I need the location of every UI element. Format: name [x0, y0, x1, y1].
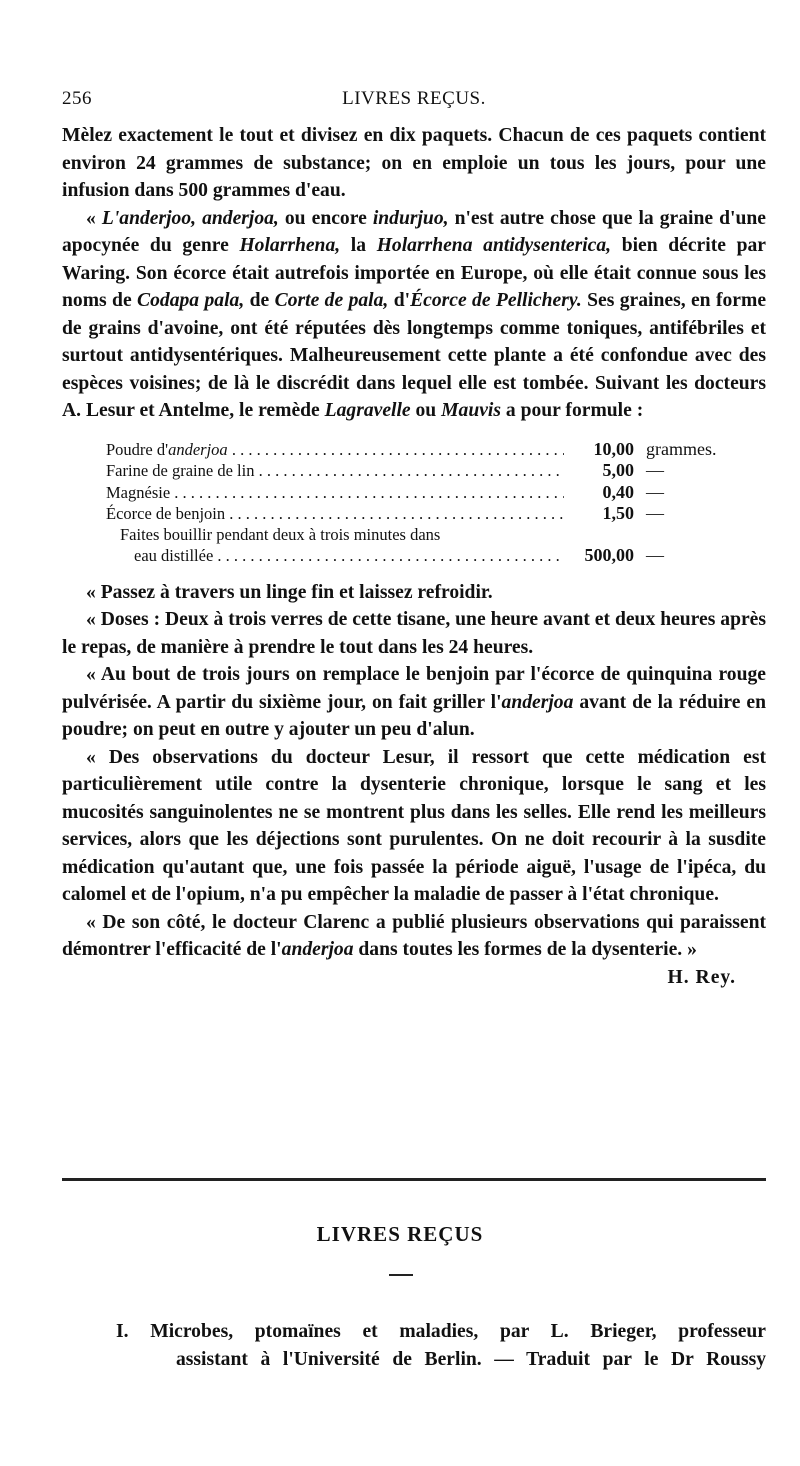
- recipe-label-text: Poudre d': [106, 439, 169, 459]
- page-number: 256: [62, 88, 92, 109]
- recipe-row: [106, 503, 766, 525]
- recipe-unit: —: [646, 460, 664, 480]
- book-entry-line-1: I. Microbes, ptomaïnes et maladies, par L. Brieger, professeur: [116, 1321, 766, 1342]
- recipe-unit: grammes.: [646, 438, 717, 459]
- recipe-row: [106, 545, 766, 567]
- recipe-label-text: Farine de graine de lin: [106, 461, 255, 480]
- recipe-formula: [106, 439, 766, 567]
- paragraph-5: [62, 661, 766, 744]
- paragraph-1: Mèlez exactement le tout et divisez en dix paquets. Chacun de ces paquets contient environ 24 grammes de substance; on en emploie un tous les jours, pour une infusion dans 500 grammes d'eau.: [62, 125, 766, 201]
- recipe-label: [106, 546, 564, 567]
- section-title: LIVRES REÇUS: [316, 1222, 484, 1246]
- book-entry: [62, 1318, 766, 1373]
- term-codapa-pala: Codapa pala,: [137, 290, 245, 311]
- book-entry-line-2: assistant à l'Université de Berlin. — Traduit par le Dr Roussy: [176, 1348, 766, 1370]
- term-holarrhena-antidysenterica: Holarrhena antidysenterica,: [376, 235, 612, 256]
- text-span: a pour formule :: [501, 400, 644, 421]
- recipe-label-em: anderjoa: [168, 439, 228, 459]
- recipe-label: [106, 504, 564, 525]
- recipe-row: [106, 439, 766, 461]
- text-span: dans toutes les formes de la dysenterie. »: [353, 939, 697, 960]
- recipe-note: Faites bouillir pendant deux à trois minutes dans: [120, 524, 441, 544]
- recipe-unit: —: [646, 503, 664, 523]
- text-span: la: [340, 235, 377, 256]
- recipe-label-text: eau distillée: [134, 546, 214, 565]
- term-anderjoa: anderjoa: [281, 939, 354, 960]
- term-holarrhena: Holarrhena,: [239, 235, 341, 256]
- recipe-label-text: Écorce de benjoin: [106, 504, 226, 523]
- running-title: LIVRES REÇUS.: [342, 88, 486, 109]
- term-ecorce-de-pellichery: Écorce de Pellichery.: [410, 290, 582, 311]
- text-span: de: [244, 290, 275, 311]
- paragraph-6: « Des observations du docteur Lesur, il ressort que cette médication est particulièrement utile contre la dysenterie chronique, lorsque le sang et les mucosités sanguinolentes ne se montrent plus dans les selles. Elle rend les meilleurs services, alors que les déjections sont purulentes. On ne doit recourir à la susdite médication qu'autant que, une fois passée la période aiguë, l'usage de l'ipéca, du calomel et de l'opium, n'a pu empêcher la maladie de passer à l'état chronique.: [62, 746, 766, 905]
- text-span: Ses graines, en forme de grains d'avoine, ont été réputées dès longtemps comme toniques, antifébriles et surtout antidysentériques. Malheureusement cette plante a été confondue avec des espèces voisines; de là le discrédit dans lequel elle est tombée. Suivant les docteurs A. Lesur et Antelme, le remède: [62, 290, 767, 421]
- text-span: « Au bout de trois jours on remplace le benjoin par l'écorce de quinquina rouge pulvérisée. A partir du sixième jour, on fait griller l': [62, 664, 766, 713]
- term-mauvis: Mauvis: [441, 400, 501, 421]
- term-corte-de-pala: Corte de pala,: [274, 290, 389, 311]
- recipe-qty: 0,40: [602, 481, 634, 502]
- text-span: d': [388, 290, 411, 311]
- text-span: ou encore: [278, 207, 373, 229]
- recipe-qty: 1,50: [602, 503, 634, 523]
- quote-open: «: [86, 207, 102, 229]
- recipe-label-text: Magnésie: [106, 482, 171, 502]
- text-span: n'est autre chose que la graine d'une apocynée du genre: [62, 207, 766, 256]
- paragraph-4: « Doses : Deux à trois verres de cette tisane, une heure avant et deux heures après le repas, de manière à prendre le tout dans les 24 heures.: [62, 609, 766, 658]
- paragraph-7: [62, 909, 766, 964]
- section-divider: [62, 1178, 766, 1181]
- recipe-row: [106, 460, 766, 482]
- text-span: « De son côté, le docteur Clarenc a publié plusieurs observations qui paraissent démontrer l'efficacité de l': [62, 911, 766, 960]
- recipe-qty: 10,00: [593, 438, 634, 459]
- signature: H. Rey.: [667, 966, 736, 988]
- title-dash: [389, 1274, 413, 1276]
- paragraph-2: [62, 205, 766, 425]
- running-header: [62, 88, 766, 118]
- article-body: [62, 122, 766, 991]
- text-span: ou: [410, 400, 442, 421]
- recipe-label: [106, 440, 564, 461]
- recipe-label: [106, 483, 564, 504]
- recipe-unit: —: [646, 545, 664, 565]
- recipe-qty: 5,00: [602, 460, 634, 480]
- text-span: avant de la réduire en poudre; on peut en outre y ajouter un peu d'alun.: [62, 691, 766, 740]
- term-anderjoo: L'anderjoo, anderjoa,: [101, 207, 279, 229]
- recipe-unit: —: [646, 481, 664, 502]
- recipe-row: [106, 482, 766, 504]
- term-indurjuo: indurjuo,: [372, 207, 449, 229]
- text-span: bien décrite par Waring. Son écorce était autrefois importée en Europe, où elle était connue sous les noms de: [62, 235, 766, 311]
- term-anderjoa: anderjoa: [501, 691, 574, 713]
- term-lagravelle: Lagravelle: [324, 400, 411, 421]
- recipe-qty: 500,00: [584, 545, 634, 565]
- recipe-label: [106, 461, 564, 482]
- paragraph-3: « Passez à travers un linge fin et laissez refroidir.: [86, 581, 493, 603]
